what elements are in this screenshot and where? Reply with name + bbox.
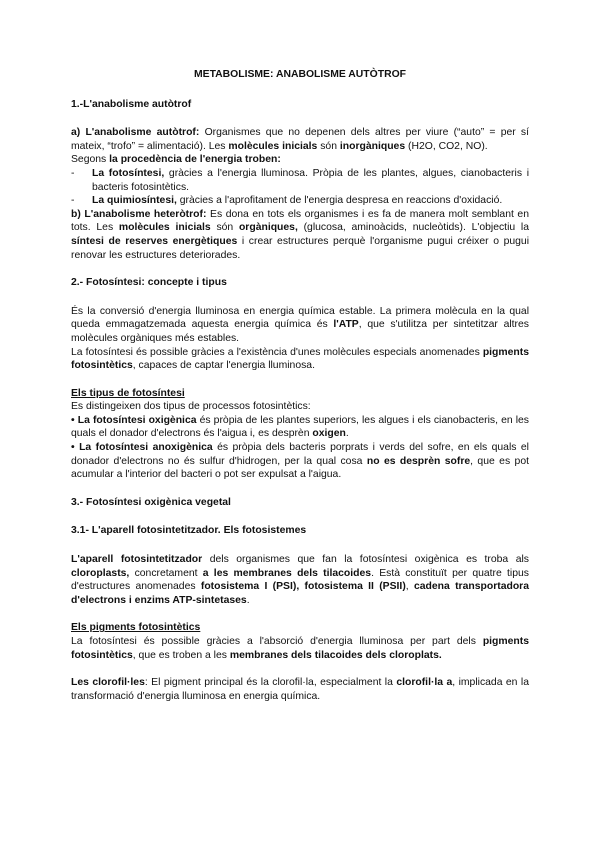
text-run: és pròpia de les plantes superiors, les algues i els cianobacteris, en les quals el donador d'electrons és l'aigua i, es desprèn bbox=[71, 414, 530, 440]
text-run: La fotosíntesi és possible gràcies a l'existència d'unes molècules especials anomenades bbox=[71, 346, 483, 358]
text-bold: molècules inicials bbox=[118, 222, 211, 234]
text-run: (H2O, CO2, NO). bbox=[405, 140, 488, 152]
text-run: , que es troben a les bbox=[132, 649, 230, 661]
text-bold: cadena transportadora d'electrons i enzims ATP-sintetases bbox=[71, 581, 529, 606]
text-run: (glucosa, aminoàcids, nucleòtids). L'objectiu la bbox=[297, 222, 529, 234]
pigments-heading: Els pigments fotosintètics bbox=[71, 622, 201, 634]
text-run: , que es pot acumular a l'interior del bacteri o pot ser expulsat a l'aigua. bbox=[71, 455, 529, 481]
text-run: . Està constituït per quatre tipus d'estructures anomenades bbox=[71, 567, 529, 593]
tipus-heading: Els tipus de fotosíntesi bbox=[71, 387, 185, 399]
text-bold: • La fotosíntesi anoxigènica bbox=[71, 442, 213, 454]
text-bold: inorgàniques bbox=[339, 140, 406, 152]
text-run: , bbox=[405, 581, 414, 593]
spacer bbox=[71, 373, 529, 387]
heterotrof-paragraph bbox=[71, 208, 529, 262]
text-run: . bbox=[246, 594, 250, 606]
text-run: és pròpia dels bacteris porprats i verds del sofre, en els quals el donador d'electrons no és sulfur d'hidrogen, per la qual cosa bbox=[71, 442, 529, 467]
text-bold: l'ATP bbox=[333, 319, 359, 331]
text-bold: La quimiosíntesi, bbox=[92, 195, 177, 207]
text-bold: La fotosíntesi, bbox=[92, 167, 165, 179]
text-run: , que s'utilitza per sintetitzar altres molècules orgàniques més estables. bbox=[71, 319, 529, 344]
aparell-paragraph bbox=[71, 553, 529, 607]
text-run: són bbox=[317, 140, 340, 152]
autotrof-paragraph bbox=[71, 126, 529, 153]
text-run: gràcies a l'aprofitament de l'energia despresa en reaccions d'oxidació. bbox=[176, 195, 503, 207]
text-bold: pigments fotosintètics bbox=[71, 346, 529, 372]
dash-marker: - bbox=[71, 167, 75, 179]
list-item-quimiosintesi bbox=[71, 194, 529, 208]
text-run: , implicada en la transformació d'energia lluminosa en energia química. bbox=[71, 677, 529, 702]
autotrof-label: a) L'anabolisme autòtrof: bbox=[71, 127, 200, 139]
pigments-paragraph bbox=[71, 346, 529, 373]
text-run: dels organismes que fan la fotosíntesi oxigènica es troba als bbox=[202, 554, 529, 566]
spacer bbox=[71, 262, 529, 276]
text-run: La fotosíntesi és possible gràcies a l'absorció d'energia lluminosa per part dels bbox=[71, 636, 483, 647]
dash-marker: - bbox=[71, 195, 75, 207]
tipus-intro: Es distingeixen dos tipus de processos fotosintètics: bbox=[71, 401, 311, 413]
text-bold: molècules inicials bbox=[228, 140, 318, 152]
oxigenica-paragraph bbox=[71, 414, 529, 441]
list-item-fotosintesi bbox=[71, 167, 529, 194]
spacer bbox=[71, 607, 529, 621]
text-bold: clorofil·la a bbox=[396, 677, 453, 689]
text-bold: L'aparell fotosintetitzador bbox=[71, 554, 203, 566]
text-run: Segons bbox=[71, 154, 110, 166]
section-3-1-heading: 3.1- L'aparell fotosintetitzador. Els fotosistemes bbox=[71, 525, 307, 537]
text-bold: cloroplasts, bbox=[71, 567, 130, 579]
spacer bbox=[71, 482, 529, 496]
text-run: Es dona en tots els organismes i es fa de manera molt semblant en tots. Les bbox=[71, 208, 529, 234]
document-title: METABOLISME: ANABOLISME AUTÒTROF bbox=[193, 69, 407, 80]
text-bold: membranes dels tilacoides dels cloroplats. bbox=[229, 649, 442, 661]
text-bold: Les clorofil·les bbox=[71, 677, 145, 689]
pigments-absorcio-paragraph bbox=[71, 635, 529, 662]
text-bold: síntesi de reserves energètiques bbox=[71, 235, 238, 247]
text-bold: • La fotosíntesi oxigènica bbox=[71, 414, 197, 426]
heterotrof-label: b) L'anabolisme heteròtrof: bbox=[71, 208, 207, 220]
spacer bbox=[71, 662, 529, 676]
text-bold: la procedència de l'energia troben: bbox=[109, 154, 281, 166]
text-bold: a les membranes dels tilacoides bbox=[202, 567, 372, 579]
text-run: , capaces de captar l'energia lluminosa. bbox=[132, 360, 315, 372]
text-run: i crear estructures perquè l'organisme pugui créixer o pugui renovar les estructures deteriorades. bbox=[71, 235, 530, 261]
section-3-heading: 3.- Fotosíntesi oxigènica vegetal bbox=[71, 496, 231, 508]
text-run: . bbox=[345, 428, 349, 440]
segons-line bbox=[71, 153, 529, 167]
text-bold: orgàniques, bbox=[238, 222, 298, 234]
text-run: Organismes que no depenen dels altres per viure (“auto” = per sí mateix, “trofo” = alimentació). Les bbox=[71, 127, 529, 152]
text-run: És la conversió d'energia lluminosa en energia química estable. La primera molècula en la qual queda emmagatzemada aquesta energia química és bbox=[71, 305, 529, 331]
section-1-heading: 1.-L'anabolisme autòtrof bbox=[71, 98, 192, 110]
energy-source-list bbox=[71, 167, 529, 208]
text-run: : El pigment principal és la clorofil·la, especialment la bbox=[144, 677, 397, 689]
document-content bbox=[71, 68, 529, 703]
clorofilles-paragraph bbox=[71, 676, 529, 703]
text-run: gràcies a l'energia lluminosa. Pròpia de les plantes, algues, cianobacteris i bacteris fotosintètics. bbox=[92, 167, 529, 193]
anoxigenica-paragraph bbox=[71, 441, 529, 482]
section-2-heading: 2.- Fotosíntesi: concepte i tipus bbox=[71, 277, 227, 289]
text-run: concretament bbox=[129, 567, 203, 579]
text-bold: pigments fotosintètics bbox=[71, 636, 529, 661]
text-bold: no es desprèn sofre bbox=[366, 455, 471, 467]
fotosintesi-definition bbox=[71, 305, 529, 346]
text-bold: fotosistema I (PSI), fotosistema II (PSII) bbox=[200, 581, 406, 593]
text-run: són bbox=[210, 222, 239, 234]
text-bold: oxigen bbox=[312, 428, 346, 440]
